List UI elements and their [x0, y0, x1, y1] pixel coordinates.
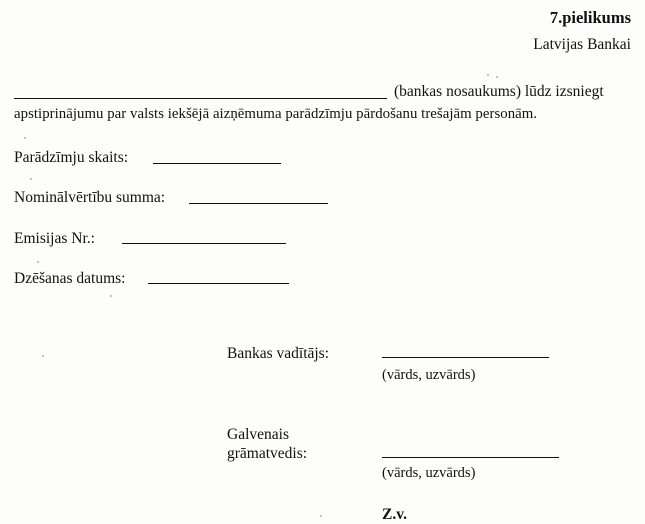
manager-label: Bankas vadītājs: — [227, 345, 330, 362]
scan-speck — [110, 295, 112, 297]
scan-speck — [496, 76, 498, 78]
manager-signature-field[interactable] — [382, 357, 549, 358]
accountant-name-hint: (vārds, uzvārds) — [382, 465, 476, 481]
scan-speck — [487, 74, 489, 76]
scan-speck — [24, 137, 26, 139]
stamp-place: Z.v. — [382, 506, 407, 523]
accountant-label-line-1: Galvenais — [227, 426, 289, 443]
nominal-sum-field[interactable] — [189, 203, 328, 204]
field-label-issue-number: Emisijas Nr.: — [14, 230, 95, 247]
field-label-redemption-date: Dzēšanas datums: — [14, 270, 126, 287]
addressee: Latvijas Bankai — [533, 36, 631, 53]
notes-count-field[interactable] — [153, 163, 281, 164]
scan-speck — [42, 355, 44, 357]
manager-name-hint: (vārds, uzvārds) — [382, 367, 476, 383]
field-label-nominal-sum: Nominālvērtību summa: — [14, 189, 166, 206]
bank-name-field[interactable] — [14, 98, 387, 99]
request-line-2: apstiprinājumu par valsts iekšējā aizņēmuma parādzīmju pārdošanu trešajām personām. — [14, 106, 538, 122]
scan-speck — [320, 515, 322, 517]
issue-number-field[interactable] — [122, 243, 286, 244]
appendix-number: 7.pielikums — [549, 8, 631, 27]
request-line-1: (bankas nosaukums) lūdz izsniegt — [394, 83, 604, 100]
scan-speck — [30, 178, 32, 180]
scan-speck — [37, 261, 39, 263]
field-label-notes-count: Parādzīmju skaits: — [14, 149, 129, 166]
accountant-label-line-2: grāmatvedis: — [227, 445, 308, 462]
redemption-date-field[interactable] — [148, 283, 289, 284]
accountant-signature-field[interactable] — [382, 457, 559, 458]
